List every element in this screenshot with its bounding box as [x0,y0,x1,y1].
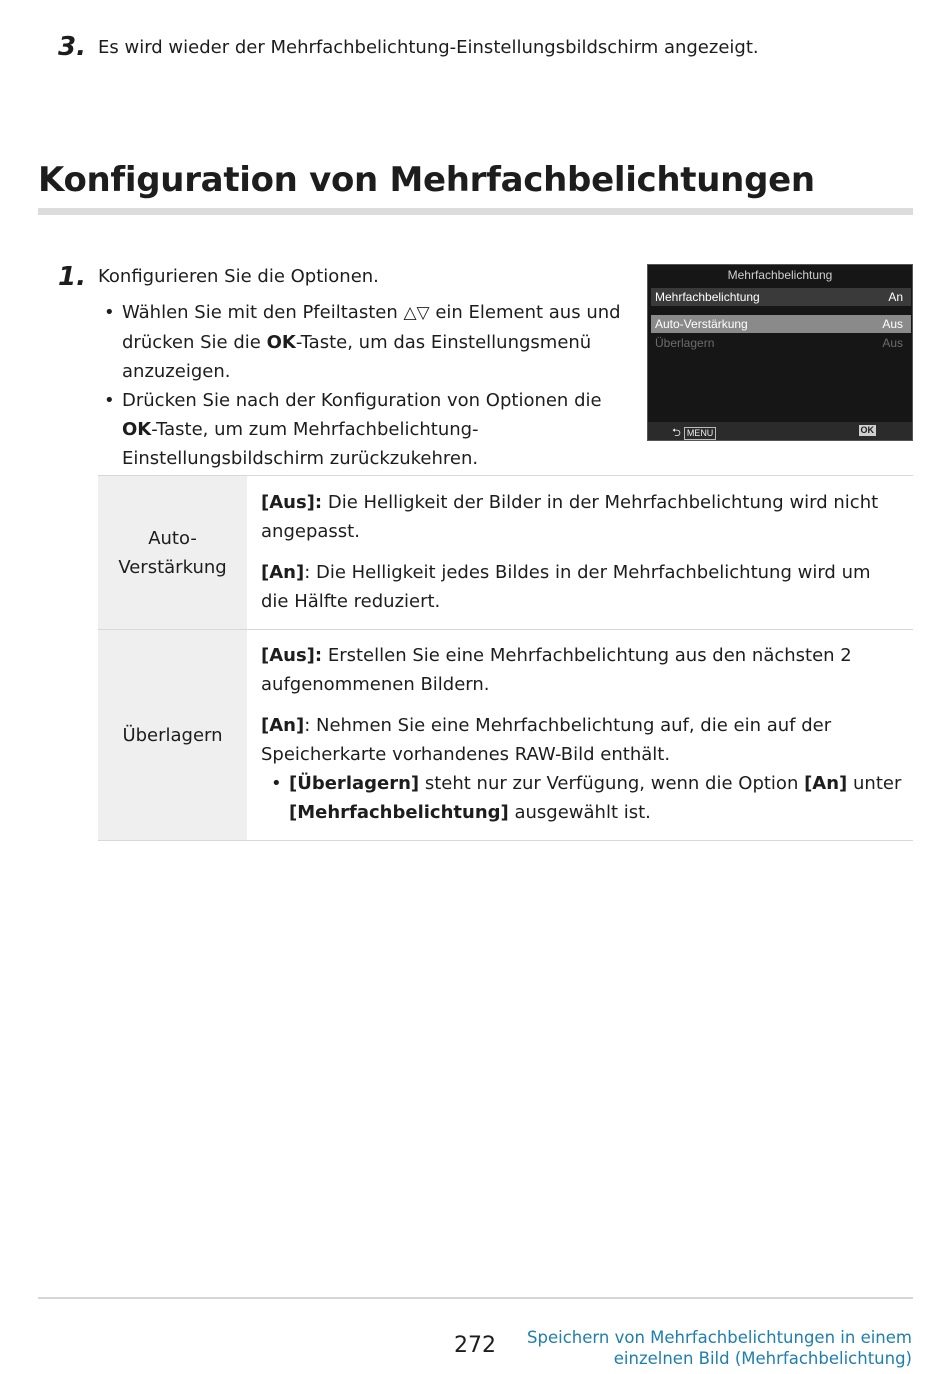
footer-section-link[interactable]: Speichern von Mehrfachbelichtungen in einem einzelnen Bild (Mehrfachbelichtung) [527,1328,912,1368]
option-desc-auto-verstaerkung: [Aus]: Die Helligkeit der Bilder in der Mehrfachbelichtung wird nicht angepasst. [An]: Die Helligkeit jedes Bildes in der Mehrfachbelichtung wird um die Hälfte reduziert. [247,476,913,630]
footer-divider [38,1297,913,1299]
menu-button: ⮌ MENU [672,424,716,443]
page-number: 272 [454,1333,496,1358]
bullet-select-option: • Wählen Sie mit den Pfeiltasten △▽ ein Element aus und drücken Sie die OK-Taste, um das Einstellungsmenü anzuzeigen. [104,298,624,386]
ok-button: OK [860,425,874,435]
step-3-number: 3. [58,32,86,62]
step-3-text: Es wird wieder der Mehrfachbelichtung-Einstellungsbildschirm angezeigt. [98,37,759,58]
camera-menu-row-auto-verstaerkung: Auto-Verstärkung Aus [651,315,911,333]
arrow-up-down-icon: △▽ [403,303,430,323]
ueberlagern-note: • [Überlagern] steht nur zur Verfügung, wenn die Option [An] unter [Mehrfachbelichtung] ausgewählt ist. [271,769,903,827]
ok-key-label: OK [266,332,296,353]
option-label-auto-verstaerkung: Auto- Verstärkung [98,476,247,630]
ok-key-label: OK [122,419,152,440]
step-1-bullets [104,298,624,473]
options-table [98,475,913,841]
camera-menu-row-mehrfachbelichtung: Mehrfachbelichtung An [651,288,911,306]
step-1-text: Konfigurieren Sie die Optionen. [98,266,379,287]
camera-menu-title: Mehrfachbelichtung [727,268,833,282]
section-title: Konfiguration von Mehrfachbelichtungen [38,160,815,200]
step-1-number: 1. [58,262,86,292]
back-arrow-icon: ⮌ [672,427,681,439]
table-row [98,476,913,630]
camera-menu-screenshot [647,264,913,441]
camera-menu-bottom-bar [648,422,912,440]
camera-menu-row-ueberlagern: Überlagern Aus [655,336,903,350]
option-label-ueberlagern: Überlagern [98,630,247,841]
bullet-return-ok: • Drücken Sie nach der Konfiguration von Optionen die OK-Taste, um zum Mehrfachbelichtung-Einstellungsbildschirm zurückzukehren. [104,386,624,473]
option-desc-ueberlagern: [Aus]: Erstellen Sie eine Mehrfachbelichtung aus den nächsten 2 aufgenommenen Bildern. [An]: Nehmen Sie eine Mehrfachbelichtung auf, die ein auf der Speicherkarte vorhandenes RAW-Bild enthält. • [Überlagern] steht nur zur Verfügung, wenn die Option [An] unter [Mehrfachbelichtung] ausgewählt ist. [247,630,913,841]
table-row [98,630,913,841]
section-divider [38,208,913,215]
